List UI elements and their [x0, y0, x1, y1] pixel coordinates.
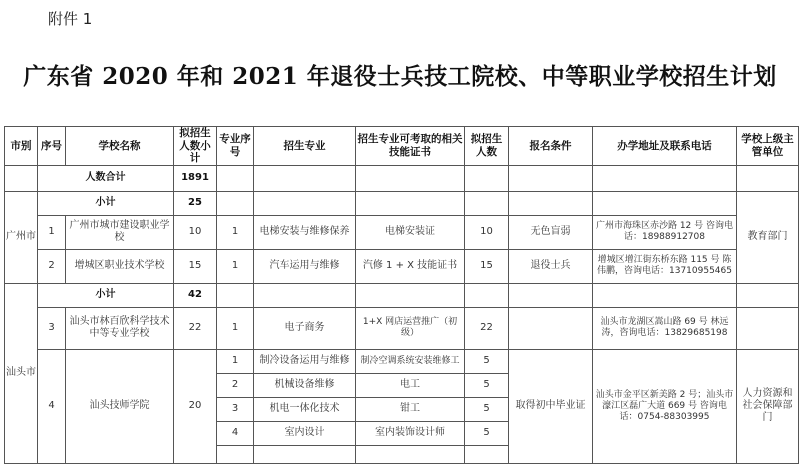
- school-seq: 3: [38, 307, 66, 349]
- major-seq: 1: [217, 349, 254, 373]
- school-seq: 1: [38, 215, 66, 249]
- major-name: 机械设备维修: [254, 373, 356, 397]
- certificate: 电工: [356, 373, 465, 397]
- school-name: 增城区职业技术学校: [66, 249, 174, 283]
- school-name: 汕头市林百欣科学技术中等专业学校: [66, 307, 174, 349]
- city-guangzhou: 广州市: [5, 191, 38, 283]
- major-seq: 3: [217, 397, 254, 421]
- major-count: 5: [465, 421, 509, 445]
- school-seq: 2: [38, 249, 66, 283]
- major-seq: 1: [217, 249, 254, 283]
- certificate: 制冷空调系统安装维修工: [356, 349, 465, 373]
- table-row: [5, 215, 799, 249]
- total-label: 人数合计: [38, 165, 174, 191]
- condition: 退役士兵: [509, 249, 593, 283]
- major-count: 5: [465, 397, 509, 421]
- header-row: [5, 127, 799, 166]
- header-condition: 报名条件: [509, 127, 593, 166]
- header-seq: 序号: [38, 127, 66, 166]
- subtotal-value: 42: [174, 283, 217, 307]
- city-shantou: 汕头市: [5, 283, 38, 463]
- school-total: 10: [174, 215, 217, 249]
- school-seq: 4: [38, 349, 66, 463]
- major-name: 室内设计: [254, 421, 356, 445]
- page-title: 广东省 2020 年和 2021 年退役士兵技工院校、中等职业学校招生计划: [23, 63, 777, 90]
- table-row: [5, 307, 799, 349]
- school-total: 20: [174, 349, 217, 463]
- table-row-shantou-subtotal: [5, 283, 799, 307]
- school-total: 15: [174, 249, 217, 283]
- major-seq: 1: [217, 307, 254, 349]
- condition: 取得初中毕业证: [509, 349, 593, 463]
- major-count: 10: [465, 215, 509, 249]
- major-seq: 1: [217, 215, 254, 249]
- authority-shantou: 人力资源和社会保障部门: [737, 349, 799, 463]
- authority-guangzhou: 教育部门: [737, 191, 799, 283]
- subtotal-label: 小计: [38, 191, 174, 215]
- major-name: 汽车运用与维修: [254, 249, 356, 283]
- annex-label: 附件 1: [48, 10, 93, 28]
- major-count: 5: [465, 373, 509, 397]
- header-address: 办学地址及联系电话: [593, 127, 737, 166]
- header-major-seq: 专业序号: [217, 127, 254, 166]
- address: 汕头市龙湖区嵩山路 69 号 林远涛，咨询电话：13829685198: [593, 307, 737, 349]
- enrollment-plan-table: [4, 126, 799, 464]
- certificate: 1+X 网店运营推广（初级）: [356, 307, 465, 349]
- certificate: 钳工: [356, 397, 465, 421]
- table-row: [5, 249, 799, 283]
- major-count: 15: [465, 249, 509, 283]
- address: 广州市海珠区赤沙路 12 号 咨询电话：18988912708: [593, 215, 737, 249]
- major-seq: 2: [217, 373, 254, 397]
- header-city: 市别: [5, 127, 38, 166]
- address: 汕头市金平区新美路 2 号；汕头市濠江区磊广大道 669 号 咨询电话：0754-88303995: [593, 349, 737, 463]
- table-row-guangzhou-subtotal: [5, 191, 799, 215]
- major-name: 机电一体化技术: [254, 397, 356, 421]
- header-authority: 学校上级主管单位: [737, 127, 799, 166]
- school-name: 汕头技师学院: [66, 349, 174, 463]
- major-name: 电子商务: [254, 307, 356, 349]
- major-count: 5: [465, 349, 509, 373]
- total-value: 1891: [174, 165, 217, 191]
- subtotal-label: 小计: [38, 283, 174, 307]
- table-row-total: [5, 165, 799, 191]
- certificate: 汽修 1 + X 技能证书: [356, 249, 465, 283]
- school-total: 22: [174, 307, 217, 349]
- header-planned-total: 拟招生人数小计: [174, 127, 217, 166]
- header-certificate: 招生专业可考取的相关技能证书: [356, 127, 465, 166]
- major-name: 制冷设备运用与维修: [254, 349, 356, 373]
- major-seq: 4: [217, 421, 254, 445]
- certificate: 室内装饰设计师: [356, 421, 465, 445]
- table-row: [5, 349, 799, 373]
- major-name: 电梯安装与维修保养: [254, 215, 356, 249]
- condition: 无色盲弱: [509, 215, 593, 249]
- major-count: 22: [465, 307, 509, 349]
- school-name: 广州市城市建设职业学校: [66, 215, 174, 249]
- address: 增城区增江街东桥东路 115 号 陈伟鹏，咨询电话：13710955465: [593, 249, 737, 283]
- header-school: 学校名称: [66, 127, 174, 166]
- subtotal-value: 25: [174, 191, 217, 215]
- header-planned-count: 拟招生人数: [465, 127, 509, 166]
- header-major: 招生专业: [254, 127, 356, 166]
- certificate: 电梯安装证: [356, 215, 465, 249]
